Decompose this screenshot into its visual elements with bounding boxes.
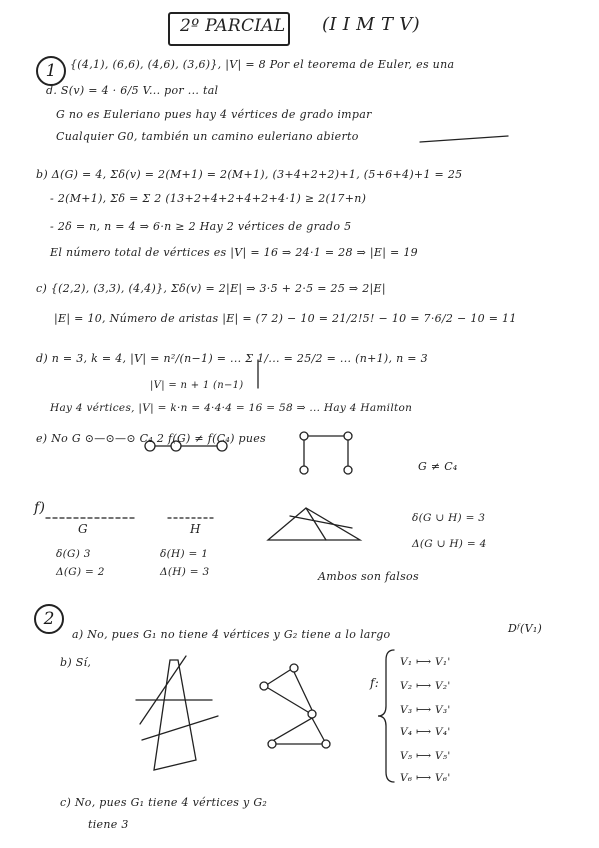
- q2-side-note: Dᶠ(V₁): [508, 622, 543, 635]
- q1-b-line-1: b) Δ(G) = 4, Σδ(v) = 2(M+1) = 2(M+1), (3+4+2+2)+1, (5+6+4)+1 = 25: [36, 168, 463, 181]
- mapping-brace: [378, 650, 394, 782]
- graph-g-node: [145, 441, 155, 451]
- graph-g2-edge: [312, 718, 324, 740]
- q1-f-h-label: H: [190, 522, 201, 536]
- graph-c4-node: [344, 432, 352, 440]
- q2-c-line-1: c) No, pues G₁ tiene 4 vértices y G₂: [60, 796, 268, 809]
- q1-f-g-props-2: Δ(G) = 2: [56, 566, 105, 578]
- q2-map-1: V₁ ⟼ V₁': [400, 656, 451, 668]
- question-1-number: 1: [36, 56, 66, 86]
- q1-c-line-2: |E| = 10, Número de aristas |E| = (7 2) − 10 = 21/2!5! − 10 = 7·6/2 − 10 = 11: [54, 312, 517, 325]
- underline-mark: [420, 136, 508, 142]
- graph-g2-edge: [274, 718, 312, 740]
- graph-g2-node: [268, 740, 276, 748]
- graph-g1-edge: [140, 656, 186, 724]
- q1-f-h-props-2: Δ(H) = 3: [160, 566, 210, 578]
- q1-a-line-2: d. S(v) = 4 · 6/5 V... por ... tal: [46, 84, 219, 97]
- graph-g-node: [217, 441, 227, 451]
- q2-b-label: b) Sí,: [60, 656, 92, 669]
- question-2-number: 2: [34, 604, 64, 634]
- graph-union-edge: [290, 516, 352, 528]
- q1-d-line-3: Hay 4 vértices, |V| = k·n = 4·4·4 = 16 = 58 ⇒ ... Hay 4 Hamilton: [50, 402, 413, 414]
- graph-g2-node: [260, 682, 268, 690]
- graph-c4-node: [300, 432, 308, 440]
- q1-a-line-3: G no es Euleriano pues hay 4 vértices de grado impar: [56, 108, 372, 121]
- graph-g-node: [171, 441, 181, 451]
- graph-c4-node: [300, 466, 308, 474]
- q1-f-side-1: δ(G ∪ H) = 3: [412, 512, 486, 524]
- graph-g2-edge: [294, 672, 312, 710]
- q1-e-line-2: G ≠ C₄: [418, 460, 458, 473]
- q1-f-h-props-1: δ(H) = 1: [160, 548, 209, 560]
- q2-map-2: V₂ ⟼ V₂': [400, 680, 451, 692]
- q1-b-line-2: - 2(M+1), Σδ = Σ 2 (13+2+4+2+4+2+4·1) ≥ 2(17+n): [50, 192, 367, 205]
- q1-f-footer: Ambos son falsos: [318, 570, 419, 583]
- graph-g2-edge: [268, 688, 308, 712]
- q2-map-4: V₄ ⟼ V₄': [400, 726, 451, 738]
- graph-g2-edge: [268, 670, 290, 684]
- graph-g2-node: [322, 740, 330, 748]
- q1-b-line-3: - 2δ = n, n = 4 ⇒ 6·n ≥ 2 Hay 2 vértices de grado 5: [50, 220, 352, 233]
- q1-b-line-4: El número total de vértices es |V| = 16 ⇒ 24·1 = 28 ⇒ |E| = 19: [50, 246, 418, 259]
- q1-d-line-2: |V| = n + 1 (n−1): [150, 380, 244, 391]
- q1-f-label: f): [34, 500, 46, 516]
- q2-c-line-2: tiene 3: [88, 818, 129, 831]
- graph-g1-edge: [142, 716, 218, 740]
- q2-map-5: V₅ ⟼ V₅': [400, 750, 451, 762]
- q2-a-line: a) No, pues G₁ no tiene 4 vértices y G₂ tiene a lo largo: [72, 628, 391, 641]
- q1-e-line-1: e) No G ⊙—⊙—⊙ C₄ 2 f(G) ≠ f(C₄) pues: [36, 432, 266, 445]
- q1-a-line-1: {(4,1), (6,6), (4,6), (3,6)}, |V| = 8 Por el teorema de Euler, es una: [70, 58, 455, 71]
- q2-map-3: V₃ ⟼ V₃': [400, 704, 451, 716]
- graph-union-triangle: [268, 508, 360, 540]
- q1-c-line-1: c) {(2,2), (3,3), (4,4)}, Σδ(v) = 2|E| ⇒ 3·5 + 2·5 = 25 ⇒ 2|E|: [36, 282, 386, 295]
- q1-f-g-label: G: [78, 522, 88, 536]
- graph-g2-node: [290, 664, 298, 672]
- page-tag: (I I M T V): [322, 14, 420, 35]
- q1-f-side-2: Δ(G ∪ H) = 4: [412, 538, 487, 550]
- q2-map-6: V₆ ⟼ V₆': [400, 772, 451, 784]
- q2-f-label: f:: [370, 676, 380, 690]
- page-title: 2º PARCIAL: [180, 16, 286, 36]
- q1-f-g-props-1: δ(G) 3: [56, 548, 91, 560]
- q1-d-line-1: d) n = 3, k = 4, |V| = n²/(n−1) = ... Σ 1/... = 25/2 = ... (n+1), n = 3: [36, 352, 428, 365]
- graph-union-edge: [306, 508, 326, 540]
- graph-g1-outline: [154, 660, 196, 770]
- q1-a-line-4: Cualquier G0, también un camino euleriano abierto: [56, 130, 359, 143]
- graph-c4-node: [344, 466, 352, 474]
- graph-g2-node: [308, 710, 316, 718]
